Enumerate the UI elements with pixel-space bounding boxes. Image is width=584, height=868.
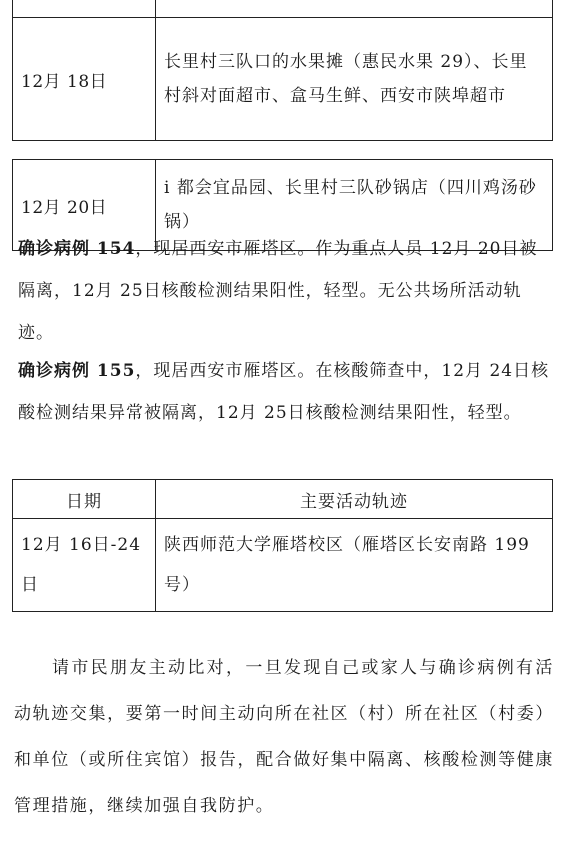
- case-label: 确诊病例 155: [18, 361, 136, 381]
- table-cell-locations: i 都会宜品园、长里村三队砂锅店（四川鸡汤砂锅）: [156, 160, 553, 251]
- trajectory-table-155: [12, 479, 553, 612]
- table-cell-locations: 陕西师范大学雁塔校区（雁塔区长安南路 199号）: [156, 519, 553, 612]
- table-header-row: [13, 480, 553, 519]
- table-cell-date: 12月 18日: [13, 18, 156, 141]
- case-text: ，现居西安市雁塔区。在核酸筛查中，12月 24日核酸检测结果异常被隔离，12月 25日核酸检测结果阳性，轻型。: [18, 361, 550, 423]
- table-row: [13, 519, 553, 612]
- table-cell-locations: [156, 0, 553, 18]
- case-text: ，现居西安市雁塔区。作为重点人员 12月 20日被隔离，12月 25日核酸检测结果阳性，轻型。无公共场所活动轨迹。: [18, 239, 538, 343]
- table-cell-date: [13, 0, 156, 18]
- table-gap: [13, 141, 553, 160]
- table-cell-locations: 长里村三队口的水果摊（惠民水果 29）、长里村斜对面超市、盒马生鲜、西安市陕埠超市: [156, 18, 553, 141]
- table-cell-date: 12月 20日: [13, 160, 156, 251]
- table-cell-date: 12月 16日-24日: [13, 519, 156, 612]
- table-row: [13, 0, 553, 18]
- header-date: 日期: [13, 480, 156, 519]
- table-row: [13, 18, 553, 141]
- case-paragraph-155: [18, 350, 554, 434]
- case-label: 确诊病例 154: [18, 239, 136, 259]
- case-paragraph-154: [18, 228, 554, 354]
- trajectory-table-continued: [12, 0, 553, 251]
- notice-paragraph: 请市民朋友主动比对，一旦发现自己或家人与确诊病例有活动轨迹交集，要第一时间主动向所在社区（村）所在社区（村委）和单位（或所住宾馆）报告，配合做好集中隔离、核酸检测等健康管理措施，继续加强自我防护。: [14, 658, 554, 816]
- header-activity: 主要活动轨迹: [156, 480, 553, 519]
